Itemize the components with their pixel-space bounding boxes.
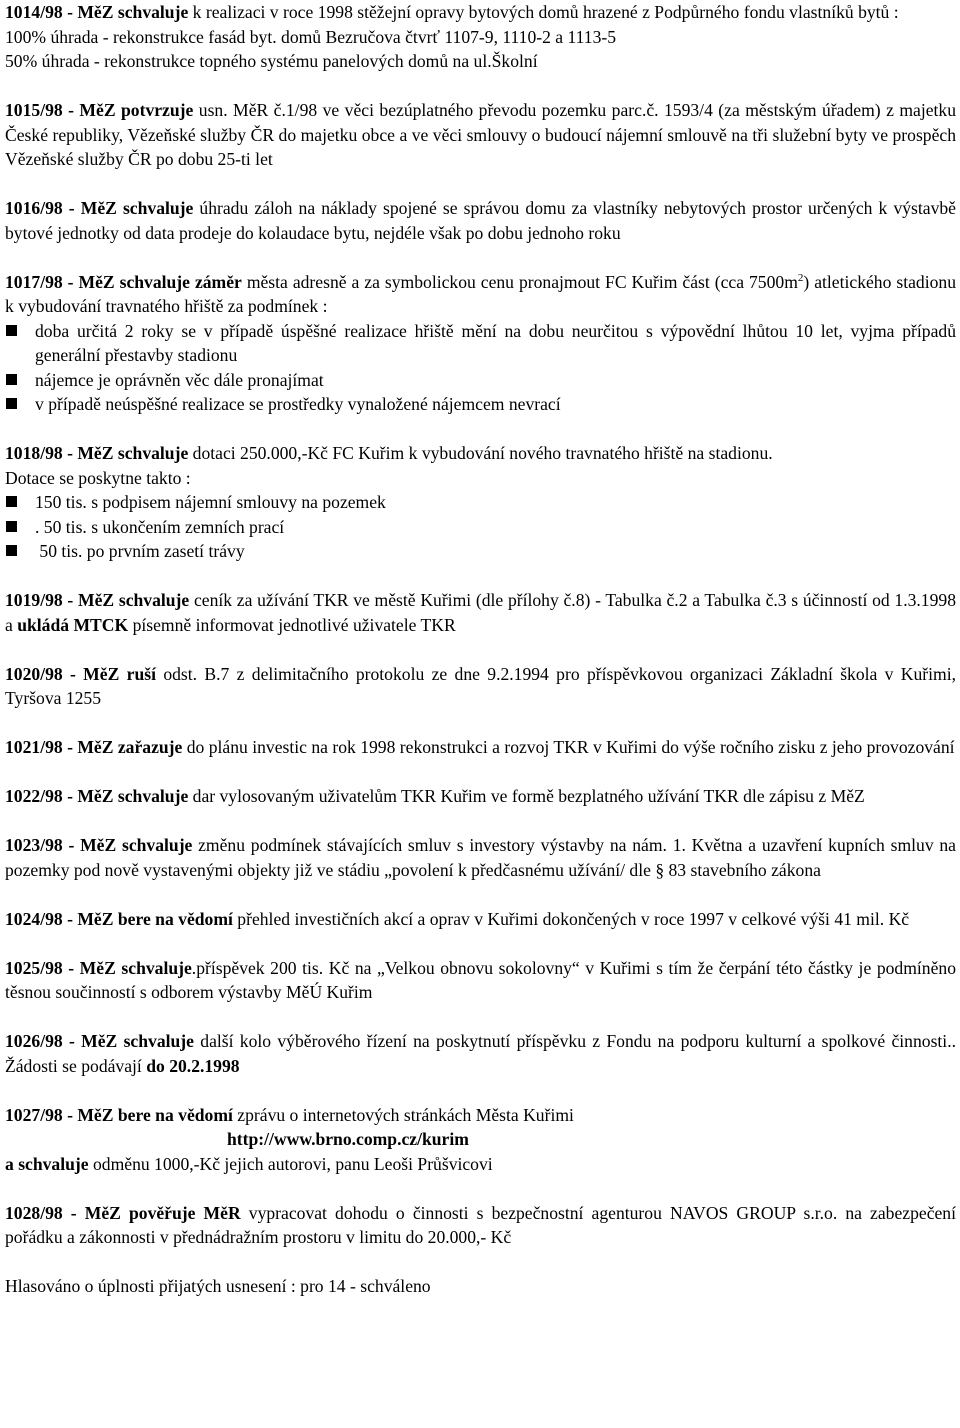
resolution-1021 xyxy=(5,735,956,760)
resolution-number: 1019/98 - MěZ schvaluje xyxy=(5,590,190,610)
resolution-1027 xyxy=(5,1103,956,1128)
list-item: 150 tis. s podpisem nájemní smlouvy na pozemek xyxy=(5,490,956,515)
resolution-number: 1017/98 - MěZ schvaluje xyxy=(5,271,190,292)
deadline-date: do 20.2.1998 xyxy=(146,1055,240,1076)
resolution-text: do plánu investic na rok 1998 rekonstrukci a rozvoj TKR v Kuřimi do výše ročního zisku z jeho provozování xyxy=(182,737,955,757)
resolution-1025 xyxy=(5,956,956,1005)
resolution-1019 xyxy=(5,588,956,637)
resolution-bold-word: záměr xyxy=(194,271,242,292)
resolution-text: odst. B.7 z delimitačního protokolu ze dne 9.2.1994 pro příspěvkovou organizaci Základní škola v Kuřimi, Tyršova 1255 xyxy=(5,663,957,708)
resolution-number: 1015/98 - MěZ potvrzuje xyxy=(5,100,194,120)
resolution-number: 1014/98 - MěZ schvaluje xyxy=(5,2,189,22)
resolution-number: 1016/98 - MěZ schvaluje xyxy=(5,198,194,218)
resolution-number: 1018/98 - MěZ schvaluje xyxy=(5,443,189,463)
list-item: . 50 tis. s ukončením zemních prací xyxy=(5,515,956,540)
resolution-1014 xyxy=(5,0,956,25)
resolution-verb: a schvaluje xyxy=(5,1153,89,1174)
resolution-1014-line2: 100% úhrada - rekonstrukce fasád byt. domů Bezručova čtvrť 1107-9, 1110-2 a 1113-5 xyxy=(5,26,617,47)
resolution-number: 1022/98 - MěZ schvaluje xyxy=(5,786,189,806)
resolution-text: vypracovat dohodu o činnosti s bezpečnostní agenturou NAVOS GROUP s.r.o. na zabezpečení pořádku a zákonnosti v přednádražním prostoru v limitu do 20.000,- Kč xyxy=(5,1202,956,1247)
resolution-text: usn. MěR č.1/98 ve věci bezúplatného převodu pozemku parc.č. 1593/4 (za městským úřadem) z majetku České republiky, Vězeňské služby ČR do majetku obce a ve věci smlouvy o budoucí nájemní smlouvě na tři služební byty ve prospěch Vězeňské služby ČR po dobu 25-ti let xyxy=(5,100,957,169)
list-item: 50 tis. po prvním zasetí trávy xyxy=(5,539,956,564)
resolution-1024 xyxy=(5,907,956,932)
resolution-number: 1028/98 - MěZ pověřuje MěR xyxy=(5,1202,241,1223)
resolution-number: 1026/98 - MěZ schvaluje xyxy=(5,1031,194,1051)
resolution-number: 1024/98 - MěZ bere na vědomí xyxy=(5,908,233,929)
resolution-bold-word: ukládá MTCK xyxy=(17,614,129,635)
resolution-1027-approval xyxy=(5,1152,956,1177)
resolution-text: změnu podmínek stávajících smluv s investory výstavby na nám. 1. Května a uzavření kupních smluv na pozemky pod nově vystavenými objekty již ve stádiu „povolení k předčasnému užívání/ dle § 83 stavebního zákona xyxy=(5,835,956,880)
resolution-text: ceník za užívání TKR ve městě Kuřimi (dle přílohy č.8) - Tabulka č.2 a Tabulka č.3 s účinností od 1.3.1998 a xyxy=(5,590,956,635)
list-item: doba určitá 2 roky se v případě úspěšné realizace hřiště mění na dobu neurčitou s výpovědní lhůtou 10 let, vyjma případů generální přestavby stadionu xyxy=(5,319,956,368)
resolution-text: dotaci 250.000,-Kč FC Kuřim k vybudování nového travnatého hřiště na stadionu. xyxy=(188,443,773,463)
website-url: http://www.brno.comp.cz/kurim xyxy=(227,1129,469,1149)
resolution-text: úhradu záloh na náklady spojené se správou domu za vlastníky nebytových prostor určených k výstavbě bytové jednotky od data prodeje do kolaudace bytu, nejdéle však po dobu jednoho roku xyxy=(5,198,956,243)
resolution-1023 xyxy=(5,833,956,882)
resolution-text: zprávu o internetových stránkách Města Kuřimi xyxy=(232,1104,574,1125)
resolution-text: dar vylosovaným uživatelům TKR Kuřim ve formě bezplatného užívání TKR dle zápisu z MěZ xyxy=(188,786,865,806)
resolution-text: odměnu 1000,-Kč jejich autorovi, panu Leoši Průšvicovi xyxy=(88,1153,493,1174)
resolution-number: 1020/98 - MěZ ruší xyxy=(5,663,156,684)
resolution-1014-line3: 50% úhrada - rekonstrukce topného systému panelových domů na ul.Školní xyxy=(5,51,538,71)
payment-list xyxy=(5,490,956,564)
resolution-text-cont: ) atletického stadionu k vybudování travnatého hřiště za podmínek : xyxy=(5,271,956,316)
resolution-number: 1021/98 - MěZ zařazuje xyxy=(5,737,183,757)
condition-list xyxy=(5,319,956,417)
resolution-1016 xyxy=(5,196,956,245)
resolution-text: přehled investičních akcí a oprav v Kuřimi dokončených v roce 1997 v celkové výši 41 mil. Kč xyxy=(232,908,910,929)
list-item: nájemce je oprávněn věc dále pronajímat xyxy=(5,368,956,393)
resolution-1015 xyxy=(5,98,956,172)
resolution-1018-line2: Dotace se poskytne takto : xyxy=(5,467,191,488)
resolution-1028 xyxy=(5,1201,956,1250)
resolution-text: města adresně a za symbolickou cenu pronajmout FC Kuřim část (cca 7500m xyxy=(241,271,798,292)
resolution-1017 xyxy=(5,270,956,319)
resolution-1018 xyxy=(5,441,956,466)
resolution-number: 1027/98 - MěZ bere na vědomí xyxy=(5,1104,233,1125)
resolution-text-cont: písemně informovat jednotlivé uživatele TKR xyxy=(128,614,456,635)
superscript: 2 xyxy=(797,271,804,284)
resolution-1026 xyxy=(5,1029,956,1078)
voting-footer: Hlasováno o úplnosti přijatých usnesení : pro 14 - schváleno xyxy=(5,1276,431,1296)
resolution-number: 1025/98 - MěZ schvaluje xyxy=(5,957,192,978)
resolution-text: k realizaci v roce 1998 stěžejní opravy bytových domů hrazené z Podpůrného fondu vlastníků bytů : xyxy=(188,2,899,22)
resolution-text: další kolo výběrového řízení na poskytnutí příspěvku z Fondu na podporu kulturní a spolkové činnosti.. Žádosti se podávají xyxy=(5,1031,956,1076)
resolution-1020 xyxy=(5,662,956,711)
document-page xyxy=(5,0,956,1299)
resolution-1022 xyxy=(5,784,956,809)
resolution-text: .příspěvek 200 tis. Kč na „Velkou obnovu sokolovny“ v Kuřimi s tím že čerpání této částky je podmíněno těsnou součinností s odborem výstavby MěÚ Kuřim xyxy=(5,957,956,1002)
list-item: v případě neúspěšné realizace se prostředky vynaložené nájemcem nevrací xyxy=(5,392,956,417)
resolution-number: 1023/98 - MěZ schvaluje xyxy=(5,835,193,855)
